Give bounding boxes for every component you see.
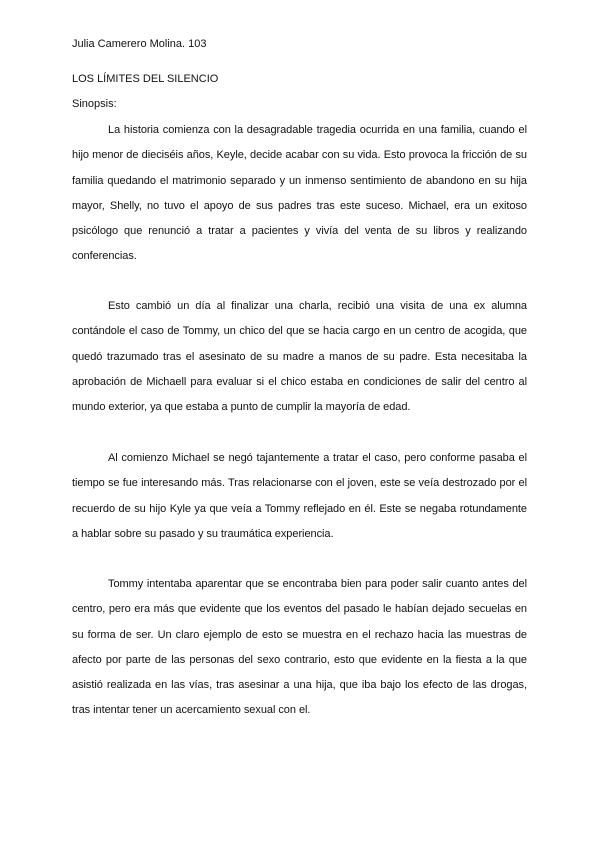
paragraph: Al comienzo Michael se negó tajantemente a tratar el caso, pero conforme pasaba el tiempo se fue interesando más. Tras relacionarse con el joven, este se veía destrozado por el recuerdo de su hijo Kyle ya que veía a Tommy reflejado en él. Este se negaba rotundamente a hablar sobre su pasado y su traumática experiencia. (72, 452, 527, 540)
document-title: LOS LÍMITES DEL SILENCIO (72, 73, 219, 85)
page-header: Julia Camerero Molina. 103 (72, 38, 207, 50)
synopsis-label: Sinopsis: (72, 98, 117, 110)
paragraph: Esto cambió un día al finalizar una charla, recibió una visita de una ex alumna contándole el caso de Tommy, un chico del que se hacia cargo en un centro de acogida, que quedó trazumado tras el asesinato de su madre a manos de su padre. Esta necesitaba la aprobación de Michaell para evaluar si el chico estaba en condiciones de salir del centro al mundo exterior, ya que estaba a punto de cumplir la mayoría de edad. (72, 300, 527, 414)
paragraph: Tommy intentaba aparentar que se encontraba bien para poder salir cuanto antes del centro, pero era más que evidente que los eventos del pasado le habían dejado secuelas en su forma de ser. Un claro ejemplo de esto se muestra en el rechazo hacia las muestras de afecto por parte de las personas del sexo contrario, esto que evidente en la fiesta a la que asistió realizada en las vías, tras asesinar a una hija, que iba bajo los efecto de las drogas, tras intentar tener un acercamiento sexual con el. (72, 578, 527, 717)
paragraph: La historia comienza con la desagradable tragedia ocurrida en una familia, cuando el hijo menor de dieciséis años, Keyle, decide acabar con su vida. Esto provoca la fricción de su familia quedando el matrimonio separado y un inmenso sentimiento de abandono en su hija mayor, Shelly, no tuvo el apoyo de sus padres tras este suceso. Michael, era un exitoso psicólogo que renunció a tratar a pacientes y vivía del venta de su libros y realizando conferencias. (72, 124, 527, 263)
